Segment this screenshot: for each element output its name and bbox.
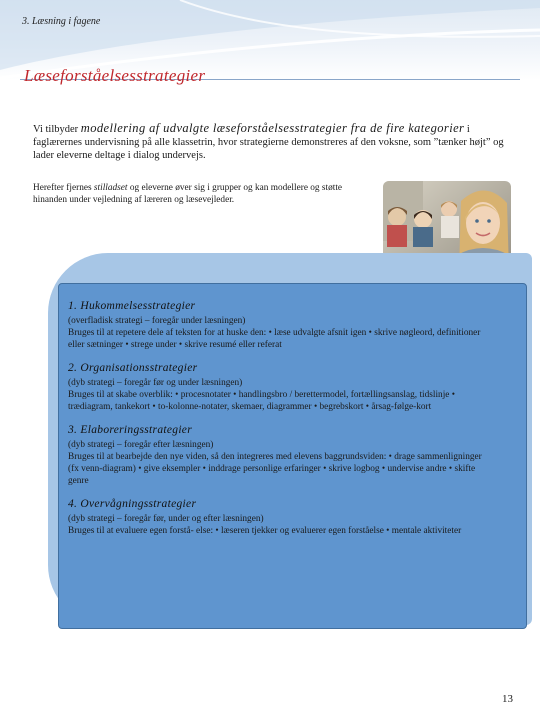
scaffold-paragraph <box>33 182 368 206</box>
strategies-list <box>68 300 488 548</box>
strategy-description: (dyb strategi – foregår før, under og efter læsningen) <box>68 514 264 524</box>
page-title: Læseforståelsesstrategier <box>24 66 206 85</box>
strategy-body: Bruges til at repetere dele af teksten for at huske den: • læse udvalgte afsnit igen • skrive nøgleord, definitioner eller sætninger • strege under • skrive resumé eller referat <box>68 328 481 350</box>
strategy-heading: 3. Elaboreringsstrategier <box>68 424 192 436</box>
strategy-body: Bruges til at bearbejde den nye viden, så den integreres med elevens baggrundsviden: • drage sammenligninger (fx venn-diagram) • give eksempler • inddrage personlige erfaringer • skrive logbog • undervise andre • skifte genre <box>68 452 482 486</box>
strategy-body: Bruges til at skabe overblik: • procesnotater • handlingsbro / berettermodel, fortællingsanslag, tidslinje • trædiagram, tankekort • to-kolonne-notater, skemaer, diagrammer • begrebskort • årsag-følge-kort <box>68 390 455 412</box>
chapter-label: 3. Læsning i fagene <box>22 16 101 27</box>
intro-paragraph <box>33 122 513 162</box>
strategy-monitoring <box>68 498 488 537</box>
strategy-organisation <box>68 362 488 413</box>
scaffold-emphasis: stilladset <box>93 183 128 193</box>
strategy-elaboration <box>68 424 488 487</box>
strategy-heading: 1. Hukommelsesstrategier <box>68 300 196 312</box>
strategy-memory <box>68 300 488 351</box>
strategy-description: (overfladisk strategi – foregår under læsningen) <box>68 316 246 326</box>
strategy-description: (dyb strategi – foregår efter læsningen) <box>68 440 214 450</box>
strategy-body: Bruges til at evaluere egen forstå- else: • læseren tjekker og evaluerer egen forståelse • mentale aktiviteter <box>68 526 462 536</box>
strategy-description: (dyb strategi – foregår før og under læsningen) <box>68 378 243 388</box>
strategy-heading: 4. Overvågningsstrategier <box>68 498 197 510</box>
scaffold-lead: Herefter fjernes <box>33 183 94 193</box>
intro-rest: i faglærernes undervisning på alle klassetrin, hvor strategierne demonstreres af den voksne, som ”tænker højt” og lader eleverne deltage i dialog undervejs. <box>33 124 504 161</box>
intro-emphasis: modellering af udvalgte læseforståelsesstrategier fra de fire kategorier <box>80 121 465 135</box>
strategy-heading: 2. Organisationsstrategier <box>68 362 198 374</box>
page-number: 13 <box>502 693 513 705</box>
intro-lead: Vi tilbyder <box>33 124 81 135</box>
scaffold-rest: og eleverne øver sig i grupper og kan modellere og støtte hinanden under vejledning af læreren og læsevejleder. <box>33 183 343 205</box>
